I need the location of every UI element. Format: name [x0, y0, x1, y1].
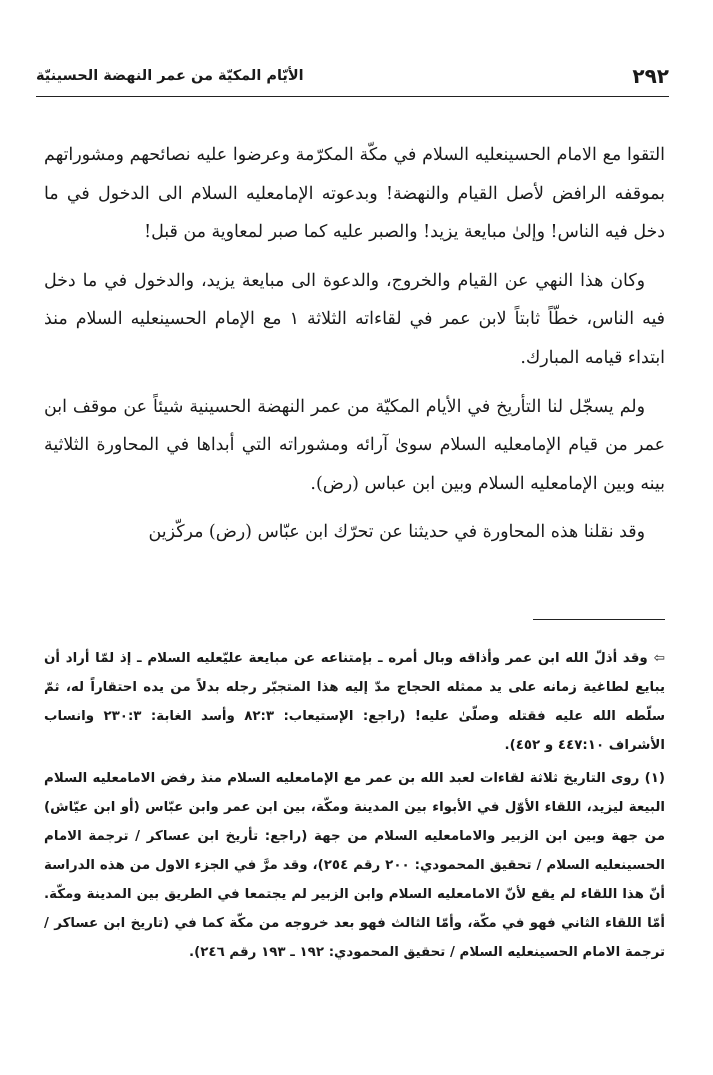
- footnote-1: (١) روى التاريخ ثلاثة لقاءات لعبد الله بن عمر مع الإمامعليه السلام منذ رفض الامامعليه السلام البيعة ليزيد، اللقاء الأوّل في الأبواء بين المدينة ومكّة، بين ابن عمر وابن عبّاس (أو ابن عيّاش) من جهة وبين ابن الزبير والامامعليه السلام من جهة (راجع: تأريخ ابن عساكر / ترجمة الامام الحسينعليه السلام / تحقيق المحمودي: ٢٠٠ رقم ٢٥٤)، وقد مرَّ في الجزء الاول من هذه الدراسة أنّ هذا اللقاء لم يقع لأنّ الامامعليه السلام وابن الزبير لم يجتمعا في الطريق بين المدينة ومكّة. أمّا اللقاء الثاني فهو في مكّة، وأمّا الثالث فهو بعد خروجه من مكّة كما في (تاريخ ابن عساكر / ترجمة الامام الحسينعليه السلام / تحقيق المحمودي: ١٩٢ ـ ١٩٣ رقم ٢٤٦).: [44, 771, 665, 960]
- body-paragraph: وقد نقلنا هذه المحاورة في حديثنا عن تحرّك ابن عبّاس (رض) مركّزين: [148, 522, 645, 543]
- body-paragraph: التقوا مع الامام الحسينعليه السلام في مكّة المكرّمة وعرضوا عليه نصائحهم ومشوراتهم بموقفه الرافض لأصل القيام والنهضة! وبدعوته الإمامعليه السلام الى الدخول في ما دخل فيه الناس! وإلىٰ مبايعة يزيد! والصبر عليه كما صبر لمعاوية من قبل!: [44, 145, 665, 243]
- running-title: الأيّام المكيّة من عمر النهضة الحسينيّة: [36, 68, 304, 84]
- body-paragraph: وكان هذا النهي عن القيام والخروج، والدعوة الى مبايعة يزيد، والدخول في ما دخل فيه الناس، خطّاً ثابتاً لابن عمر في لقاءاته الثلاثة ١ مع الإمام الحسينعليه السلام منذ ابتداء قيامه المبارك.: [44, 270, 665, 368]
- footnote-separator: [533, 619, 665, 620]
- body-paragraph: ولم يسجّل لنا التأريخ في الأيام المكيّة من عمر النهضة الحسينية شيئاً عن موقف ابن عمر من قيام الإمامعليه السلام سوىٰ آرائه ومشوراته التي أبداها في المحاورة الثلاثية بينه وبين الإمامعليه السلام وبين ابن عباس (رض).: [44, 396, 665, 494]
- footnote-continuation-text: وقد أذلّ الله ابن عمر وأذاقه وبال أمره ـ بإمتناعه عن مبايعة عليّعليه السلام ـ إذ لمّا أراد أن يبايع لطاغية زمانه على يد ممثله الحجاج مدّ إليه هذا المتجبّر رجله بدلاً من يده احتقاراً له، ثمّ سلّطه الله عليه فقتله وصلّىٰ عليه! (راجع: الإستيعاب: ٨٢:٣ وأسد الغابة: ٢٣٠:٣ وانساب الأشراف ٤٤٧:١٠ و ٤٥٢).: [44, 651, 666, 753]
- page-number: ٢٩٢: [632, 64, 669, 88]
- footnotes: [44, 644, 665, 971]
- running-head: [36, 62, 669, 97]
- continuation-arrow-icon: ⇦: [653, 651, 665, 666]
- main-text: [44, 136, 665, 562]
- footnote-continuation: [44, 644, 665, 760]
